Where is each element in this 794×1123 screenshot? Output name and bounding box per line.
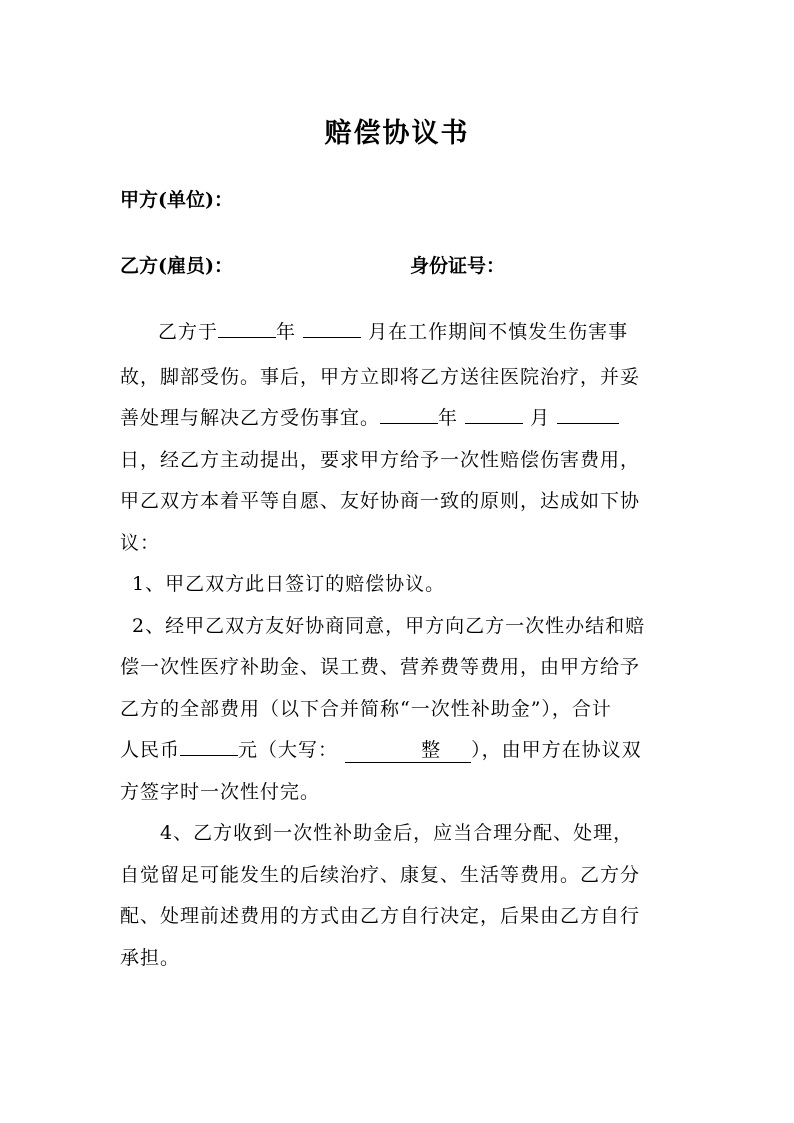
item4-line4: 承担。 [120,947,181,969]
item2-text: ），由甲方在协议双 [471,739,642,761]
para1-text: 年 [276,321,297,343]
party-b-label: 乙方(雇员)： [120,255,233,277]
para1-line2: 故，脚部受伤。事后，甲方立即将乙方送往医院治疗，并妥 [120,366,641,388]
para1-line6: 议： [120,532,161,554]
item2-line2: 偿一次性医疗补助金、误工费、营养费等费用，由甲方给予 [120,656,641,678]
para1-text: 年 [438,407,459,429]
document-title: 赔偿协议书 [324,118,470,149]
amount-in-words-blank: 整 [345,738,471,763]
item2-text: 人民币 [120,739,181,761]
day-blank [557,403,619,424]
para1-text: 月 [530,407,551,429]
item2-text: 元（大写： [238,739,339,761]
para1-line4: 日，经乙方主动提出，要求甲方给予一次性赔偿伤害费用， [120,449,641,471]
item1-line: 1、甲乙双方此日签订的赔偿协议。 [132,573,446,595]
party-a-label: 甲方(单位)： [120,189,233,211]
month-blank [465,403,523,424]
item4-line3: 配、处理前述费用的方式由乙方自行决定，后果由乙方自行 [120,905,641,927]
id-number-label: 身份证号： [410,255,506,277]
month-blank [303,317,361,338]
para1-line1 [120,317,680,347]
item4-line1: 4、乙方收到一次性补助金后，应当合理分配、处理， [160,822,634,844]
item2-line3: 乙方的全部费用（以下合并简称“一次性补助金”），合计 [120,698,612,720]
item2-line1: 2、经甲乙双方友好协商同意，甲方向乙方一次性办结和赔 [132,615,646,637]
item2-line5: 方签字时一次性付完。 [120,781,321,803]
year-blank [218,317,276,338]
para1-text: 善处理与解决乙方受伤事宜。 [120,407,381,429]
amount-blank [180,735,238,756]
para1-text: 乙方于 [158,321,219,343]
item2-line4 [120,735,680,765]
year-blank [380,403,438,424]
para1-line3 [120,403,680,433]
para1-text: 月在工作期间不慎发生伤害事 [368,321,629,343]
item4-line2: 自觉留足可能发生的后续治疗、康复、生活等费用。乙方分 [120,864,641,886]
para1-line5: 甲乙双方本着平等自愿、友好协商一致的原则，达成如下协 [120,490,641,512]
